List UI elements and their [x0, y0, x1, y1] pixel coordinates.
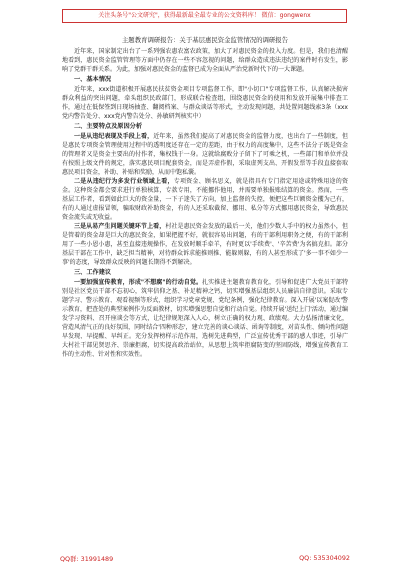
document-body	[62, 32, 348, 359]
analysis-subheading-2: 二是从违纪行为多发行业领域上看，	[74, 178, 174, 185]
analysis-subheading-3: 三是从易产生问题关键环节上看，	[74, 223, 166, 230]
suggestion-subheading-1: 一要加强宣传教育，形成"不想腐"的行动自觉。	[74, 279, 203, 286]
analysis-paragraph-2: 二是从违纪行为多发行业领域上看，专项资金、顾名思义，就是指具有专门指定用途或特殊用途的资金。这种资金都会要求进行单独核算，专款专用，不能挪作他用，并需要单独报账结算的资金。然而，一些基层工作者，看到如此巨大的资金量，一下子迷失了方向，加上监督的失控，便把这些巨额资金攫为己有，有的人通过虚报冒领，骗取财政补助资金，有的人还采取截留、挪用、私分等方式挪用惠民资金，导致惠民资金流失或无收益。	[62, 178, 348, 221]
intro-paragraph: 近年来，国家制定出台了一系列强农惠农富农政策，加大了对惠民资金的投入力度。但是，我们也清醒地看到，惠民资金监管管理等方面中仍存在一些不容忽视的问题，给群众造成违法违纪的案件时有发生，影响了党群干群关系。为此，加强对惠民资金的监督已成为全面从严治党新时代下的一大课题。	[62, 48, 348, 73]
qq-group: QQ群: 31991489	[60, 555, 114, 563]
analysis-paragraph-1: 一是从违纪表现及手段上看，近年来，虽然我们提高了对惠民资金的监督力度，也出台了一些制度，但是惠民专项资金管理使用过程中的透明度还存在一定的差距，由于权力的高度集中，这些不法分子既是资金的管理者又是资金主要出的付作者，集权钱于一身。这就给腐败分子留下了可乘之机，一些部门和单位并没有按照上级文件的规定，落实惠民项目配套资金，而是弄虚作假，采取虚列支出、开假发票等手段直接套取惠民项目资金，补助、补贴和奖励，从而中饱私囊。	[62, 133, 348, 176]
qq-number: QQ: 535304092	[299, 554, 350, 562]
analysis-paragraph-3: 三是从易产生问题关键环节上看，村社是惠民资金发放的最后一关，他们少数人手中的权力虽然小，但是管着的资金却是巨大的惠民资金，如果把握不好，就很容易出问题，有的干部利用职务之便，有的干部利用了一些小恩小惠，甚至直接违规操作，在发放时顺手牵羊，有时更以'手续费'、'辛苦费'为名搞克扣。部分基层干部在工作中，缺乏担当精神，对待群众诉求能推则推、能躲则躲，有的人甚至形成了'多一事不如少一事'的态度，导致群众反映的问题长期得不到解决。	[62, 223, 348, 266]
suggestion-paragraph-1: 一要加强宣传教育，形成"不想腐"的行动自觉。扎实推进主题教育教育化，引导和促进广大党员干部特别是社区党员干部不忘初心，筑牢信仰之基、补足精神之钙，切实增强基层组织人员廉洁自律意识。采取专题学习、警示教育、观看视频等形式，组织学习党章党规、党纪条例，强化纪律教育。深入开展'以案促改'警示教育，把查处的典型案例作为反面教材，切实增强思想自觉和行动自觉。持续开展'送纪上门'活动，通过编发学习资料、召开座谈会等方式，让纪律规矩深入人心，树立正确的权力观、政绩观。大力弘扬清廉文化，营造风清气正的良好氛围，同时结合'四种形态'，建立完善的谈心谈话、函询等制度，对苗头性、倾向性问题早发现、早提醒、早纠正。充分发挥榜样示范作用，选树先进典型，广泛宣传优秀干部的感人事迹，引导广大村社干部见贤思齐、崇廉拒腐，切实提高政治站位，从思想上筑牢拒腐防变的坚固防线，增强宣传教育工作的主动性、针对性和实效性。	[62, 279, 348, 358]
promo-banner: 关注头条号"公文研究"，获得最新最全最专业的公文资料库！ 微信：gongwenx	[62, 9, 347, 23]
section-heading-analysis: 二、主要特点及原因分析	[74, 123, 143, 130]
document-title: 主题教育调研报告：关于基层惠民资金监管情况的调研报告	[121, 36, 289, 44]
section-heading-suggestions: 三、工作建议	[74, 269, 112, 276]
basic-paragraph: 近年来，xxx街道积极开展惠民扶贫资金项目专项监督工作，即"小切口"专项监督工作，认真解决损害群众利益的突出问题，牵头组织民政部门，形成联合检查组，围绕惠民资金的使用和发放开展集中排查工作，通过在低保签到日现场抽查、翻阅档案、与群众谈话等形式，主动发现问题，共处置问题线索3条（xxx党内警告处分、xxx党内警告处分、孙敏研判核实中）	[62, 86, 348, 120]
analysis-subheading-1: 一是从违纪表现及手段上看，	[74, 133, 154, 140]
footer-contact	[60, 554, 350, 563]
section-heading-basic: 一、基本情况	[74, 76, 112, 83]
